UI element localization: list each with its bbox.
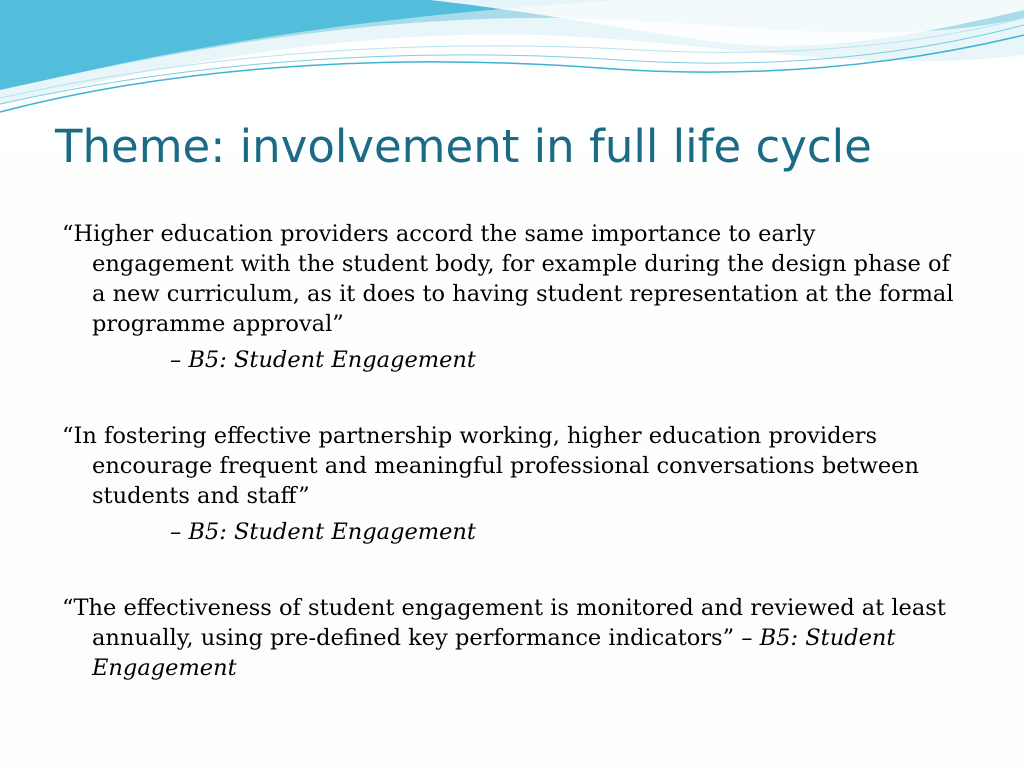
quote-attribution: – B5: Student Engagement — [170, 347, 476, 373]
quote-text: “Higher education providers accord the same importance to early engagement with the student body, for example during the design phase of a new curriculum, as it does to having student representation at the formal programme approval” — [62, 221, 954, 337]
quote-block-2 — [62, 421, 962, 547]
quote-block-1 — [62, 219, 962, 375]
slide-body — [62, 219, 962, 683]
quote-block-3 — [62, 593, 962, 683]
quote-text-content: “The effectiveness of student engagement is monitored and reviewed at least annually, using pre-defined key performance indicators” — [62, 595, 946, 651]
quote-attribution: – B5: Student Engagement — [170, 519, 476, 545]
quote-text: “In fostering effective partnership working, higher education providers encourage frequent and meaningful professional conversations between students and staff” — [62, 423, 919, 509]
quote-text — [62, 593, 962, 683]
wave-decoration — [0, 0, 1024, 120]
quote-attribution: – B5: Student Engagement — [92, 625, 896, 681]
slide-title: Theme: involvement in full life cycle — [55, 120, 872, 173]
